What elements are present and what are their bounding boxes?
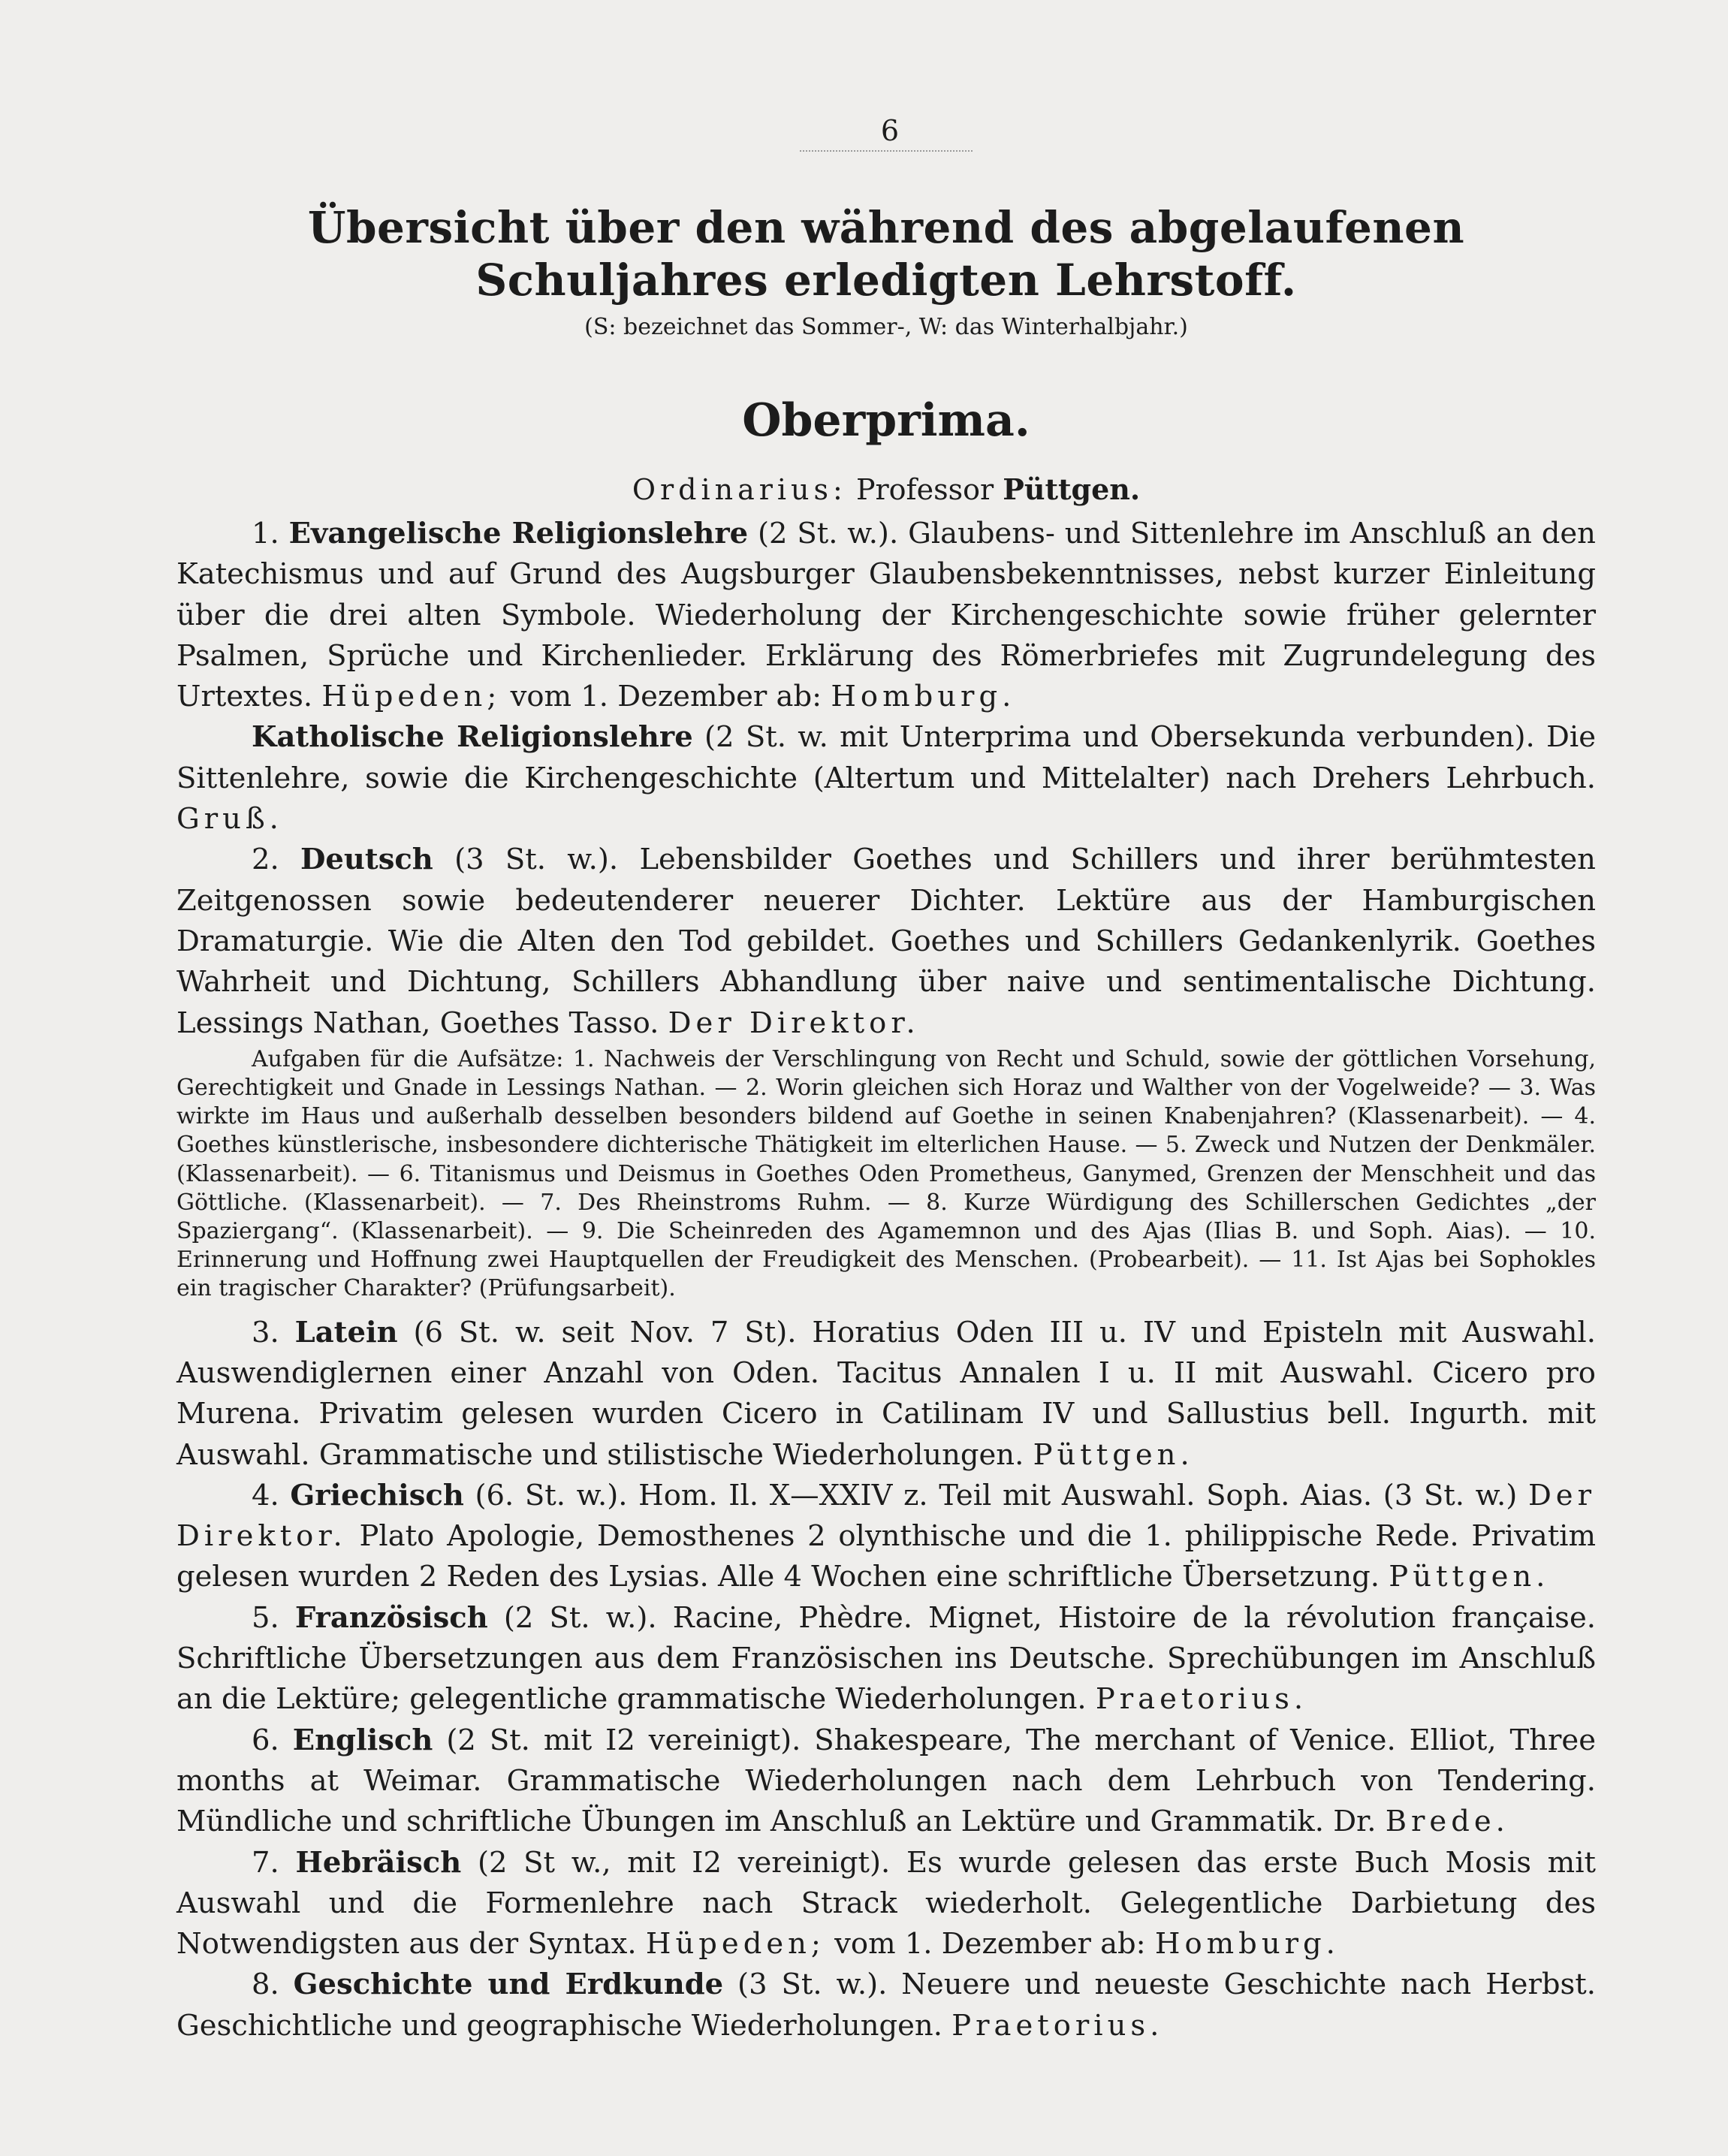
header-rule bbox=[800, 150, 973, 152]
subject-text-mid: vom 1. Dezember ab: bbox=[834, 1927, 1146, 1962]
subject-text-mid: vom 1. Dezember ab: bbox=[510, 680, 822, 714]
subject-evangelisch bbox=[176, 514, 1596, 717]
subject-text: Plato Apologie, Demosthenes 2 olynthische und die 1. philippische Rede. Privatim gelesen wurden 2 Reden des Lysias. Alle 4 Wochen eine schriftliche Übersetzung. bbox=[176, 1519, 1596, 1594]
subject-text: (2 St w., mit I2 vereinigt). Es wurde gelesen das erste Buch Mosis mit Auswahl und die Formenlehre nach Strack wiederholt. Gelegentliche Darbietung des Notwendigsten aus der Syntax. bbox=[176, 1845, 1596, 1962]
subject-number: 6. bbox=[252, 1723, 279, 1757]
essay-tasks: Aufgaben für die Aufsätze: 1. Nachweis der Verschlingung von Recht und Schuld, sowie der göttlichen Vorsehung, Gerechtigkeit und Gnade in Lessings Nathan. — 2. Worin gleichen sich Horaz und Walther von der Vogelweide? — 3. Was wirkte im Haus und außerhalb desselben besonders bildend auf Goethe in seinen Knabenjahren? (Klassenarbeit). — 4. Goethes künstlerische, insbesondere dichterische Thätigkeit im elterlichen Hause. — 5. Zweck und Nutzen der Denkmäler. (Klassenarbeit). — 6. Titanismus und Deismus in Goethes Oden Prometheus, Ganymed, Grenzen der Menschheit und das Göttliche. (Klassenarbeit). — 7. Des Rheinstroms Ruhm. — 8. Kurze Würdigung des Schillerschen Gedichtes „der Spaziergang“. (Klassenarbeit). — 9. Die Scheinreden des Agamemnon und des Ajas (Ilias B. und Soph. Aias). — 10. Erinnerung und Hoffnung zwei Hauptquellen der Freudigkeit des Menschen. (Probearbeit). — 11. Ist Ajas bei Sophokles ein tragischer Charakter? (Prüfungsarbeit). bbox=[176, 1045, 1596, 1302]
ordinarius-value: Professor bbox=[855, 473, 994, 506]
subject-text: (6 St. w. seit Nov. 7 St). Horatius Oden III u. IV und Episteln mit Auswahl. Auswendiglernen einer Anzahl von Oden. Tacitus Annalen I u. II mit Auswahl. Cicero pro Murena. Privatim gelesen wurden Cicero in Catilinam IV und Sallustius bell. Ingurth. mit Auswahl. Grammatische und stilistische Wiederholungen. bbox=[176, 1315, 1596, 1472]
ordinarius-line bbox=[176, 472, 1596, 508]
teacher-name: Praetorius. bbox=[951, 2008, 1164, 2043]
subject-heading: Latein bbox=[294, 1315, 398, 1349]
subject-hebraeisch bbox=[176, 1843, 1596, 1965]
subject-englisch bbox=[176, 1720, 1596, 1843]
subject-heading: Englisch bbox=[292, 1723, 433, 1757]
teacher-name: Praetorius. bbox=[1095, 1682, 1308, 1717]
subject-heading: Französisch bbox=[294, 1600, 488, 1635]
teacher-name: Homburg. bbox=[1154, 1927, 1340, 1962]
subject-deutsch bbox=[176, 840, 1596, 1043]
curriculum-content bbox=[176, 514, 1596, 2046]
subject-franzoesisch bbox=[176, 1598, 1596, 1720]
subject-text: (2 St. w.). Glaubens- und Sittenlehre im Anschluß an den Katechismus und auf Grund des Augsburger Glaubensbekenntnisses, nebst kurzer Einleitung über die drei alten Symbole. Wiederholung der Kirchengeschichte sowie früher gelernter Psalmen, Sprüche und Kirchenlieder. Erklärung des Römerbriefes mit Zugrundelegung des Urtextes. bbox=[176, 517, 1596, 714]
teacher-name: Hüpeden; bbox=[321, 680, 502, 714]
subject-number: 4. bbox=[252, 1478, 279, 1512]
subject-heading: Geschichte und Erdkunde bbox=[293, 1968, 724, 2002]
subject-number: 7. bbox=[252, 1845, 279, 1880]
subject-number: 1. bbox=[252, 517, 279, 550]
teacher-name: Brede. bbox=[1385, 1805, 1509, 1839]
subject-heading: Evangelische Religionslehre bbox=[288, 517, 749, 550]
subject-geschichte bbox=[176, 1965, 1596, 2046]
subject-text: (3 St. w.). Neuere und neueste Geschichte nach Herbst. Geschichtliche und geographische Wiederholungen. bbox=[176, 1968, 1596, 2043]
subject-heading: Griechisch bbox=[290, 1478, 464, 1512]
subject-number: 5. bbox=[252, 1600, 279, 1635]
subject-latein bbox=[176, 1313, 1596, 1476]
teacher-name: Homburg. bbox=[831, 680, 1016, 714]
teacher-name: Hüpeden; bbox=[645, 1927, 825, 1962]
subject-heading: Hebräisch bbox=[295, 1845, 462, 1880]
subject-text: (6. St. w.). Hom. Il. X—XXIV z. Teil mit Auswahl. Soph. Aias. (3 St. w.) bbox=[475, 1478, 1518, 1512]
teacher-name: Der Direktor. bbox=[176, 1478, 1596, 1554]
document-page bbox=[176, 113, 1596, 2046]
ordinarius-name: Püttgen. bbox=[1003, 472, 1141, 506]
page-number: 6 bbox=[880, 114, 900, 147]
teacher-name: Der Direktor. bbox=[668, 1006, 920, 1040]
subject-text: (3 St. w.). Lebensbilder Goethes und Schillers und ihrer berühmtesten Zeitgenossen sowie bedeutenderer neuerer Dichter. Lektüre aus der Hamburgischen Dramaturgie. Wie die Alten den Tod gebildet. Goethes und Schillers Gedankenlyrik. Goethes Wahrheit und Dichtung, Schillers Abhandlung über naive und sentimentalische Dichtung. Lessings Nathan, Goethes Tasso. bbox=[176, 843, 1596, 1040]
teacher-name: Gruß. bbox=[176, 802, 283, 837]
subject-heading: Deutsch bbox=[300, 843, 433, 877]
class-title: Oberprima. bbox=[742, 394, 1030, 447]
teacher-name: Püttgen. bbox=[1389, 1560, 1550, 1594]
teacher-name: Püttgen. bbox=[1033, 1437, 1194, 1472]
subject-number: 2. bbox=[252, 843, 279, 877]
subject-text: (2 St. w.). Racine, Phèdre. Mignet, Histoire de la révolution française. Schriftliche Übersetzungen aus dem Französischen ins Deutsche. Sprechübungen im Anschluß an die Lektüre; gelegentliche grammatische Wiederholungen. bbox=[176, 1600, 1596, 1717]
subject-text: (2 St. w. mit Unterprima und Obersekunda verbunden). Die Sittenlehre, sowie die Kirchengeschichte (Altertum und Mittelalter) nach Drehers Lehrbuch. bbox=[176, 720, 1596, 795]
subject-number: 8. bbox=[252, 1968, 279, 2002]
ordinarius-label: Ordinarius: bbox=[632, 473, 847, 506]
document-subtitle: (S: bezeichnet das Sommer-, W: das Winterhalbjahr.) bbox=[584, 314, 1188, 340]
document-title: Übersicht über den während des abgelaufenen Schuljahres erledigten Lehrstoff. bbox=[307, 202, 1465, 306]
subject-heading: Katholische Religionslehre bbox=[252, 720, 693, 755]
subject-number: 3. bbox=[252, 1315, 279, 1349]
subject-katholisch bbox=[176, 717, 1596, 840]
subject-griechisch bbox=[176, 1476, 1596, 1598]
subject-text: (2 St. mit I2 vereinigt). Shakespeare, The merchant of Venice. Elliot, Three months at Weimar. Grammatische Wiederholungen nach dem Lehrbuch von Tendering. Mündliche und schriftliche Übungen im Anschluß an Lektüre und Grammatik. Dr. bbox=[176, 1723, 1597, 1839]
